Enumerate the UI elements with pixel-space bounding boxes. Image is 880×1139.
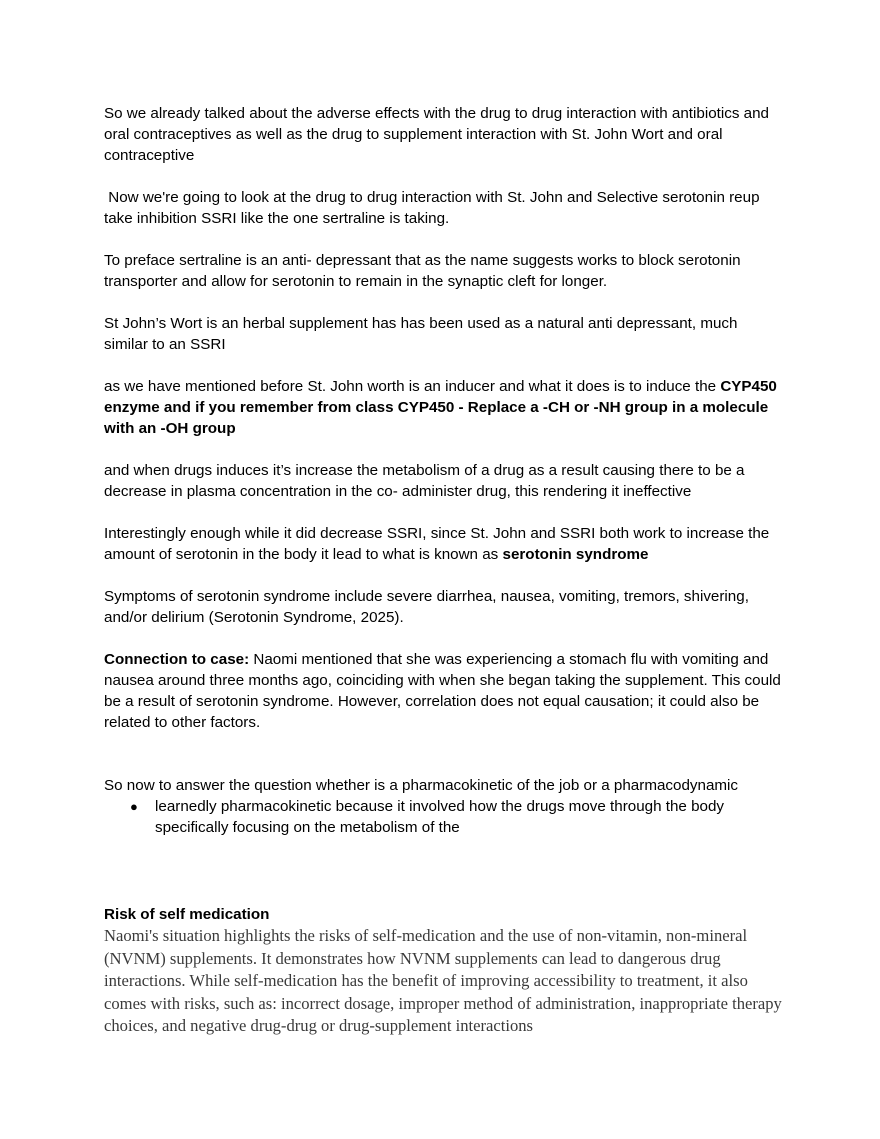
paragraph-text: as we have mentioned before St. John worth is an inducer and what it does is to induce the <box>104 378 721 395</box>
bold-text: CYP450 enzyme and if you remember from class CYP450 - Replace a -CH or -NH group in a molecule with an -OH group <box>104 378 777 437</box>
section-heading: Risk of self medication <box>104 906 270 923</box>
paragraph-symptoms: Symptoms of serotonin syndrome include severe diarrhea, nausea, vomiting, tremors, shivering, and/or delirium (Serotonin Syndrome, 2025). <box>104 588 749 626</box>
bold-text: serotonin syndrome <box>502 546 649 563</box>
paragraph-serotonin-syndrome <box>104 523 784 565</box>
paragraph-metabolism: and when drugs induces it’s increase the metabolism of a drug as a result causing there to be a decrease in plasma concentration in the co- administer drug, this rendering it ineffective <box>104 462 745 500</box>
paragraph-recap: So we already talked about the adverse effects with the drug to drug interaction with antibiotics and oral contraceptives as well as the drug to supplement interaction with St. John Wort and oral contraceptive <box>104 105 769 164</box>
list-item <box>130 796 784 838</box>
section-body: Naomi's situation highlights the risks of self-medication and the use of non-vitamin, non-mineral (NVNM) supplements. It demonstrates how NVNM supplements can lead to dangerous drug interactions. While self-medication has the benefit of improving accessibility to treatment, it also comes with risks, such as: incorrect dosage, improper method of administration, inappropriate therapy choices, and negative drug-drug or drug-supplement interactions <box>104 926 782 1036</box>
bold-lead: Connection to case: <box>104 651 250 668</box>
paragraph-intro-ssri: Now we're going to look at the drug to drug interaction with St. John and Selective serotonin reup take inhibition SSRI like the one sertraline is taking. <box>104 189 764 227</box>
paragraph-question: So now to answer the question whether is a pharmacokinetic of the job or a pharmacodynamic <box>104 777 739 794</box>
paragraph-cyp450 <box>104 376 784 439</box>
document-page <box>104 103 784 1038</box>
paragraph-st-johns-wort: St John’s Wort is an herbal supplement has has been used as a natural anti depressant, much similar to an SSRI <box>104 315 738 353</box>
spacer <box>104 754 784 775</box>
spacer <box>104 838 784 904</box>
paragraph-text: Naomi mentioned that she was experiencing a stomach flu with vomiting and nausea around three months ago, coinciding with when she began taking the supplement. This could be a result of serotonin syndrome. However, correlation does not equal causation; it could also be related to other factors. <box>104 651 781 731</box>
list-item-text: learnedly pharmacokinetic because it involved how the drugs move through the body specifically focusing on the metabolism of the <box>155 798 725 836</box>
paragraph-connection-to-case <box>104 649 784 733</box>
paragraph-text: Interestingly enough while it did decrease SSRI, since St. John and SSRI both work to increase the amount of serotonin in the body it lead to what is known as <box>104 525 770 563</box>
bullet-icon: ● <box>130 799 138 814</box>
paragraph-sertraline: To preface sertraline is an anti- depressant that as the name suggests works to block serotonin transporter and allow for serotonin to remain in the synaptic cleft for longer. <box>104 252 741 290</box>
bullet-list <box>104 796 784 838</box>
